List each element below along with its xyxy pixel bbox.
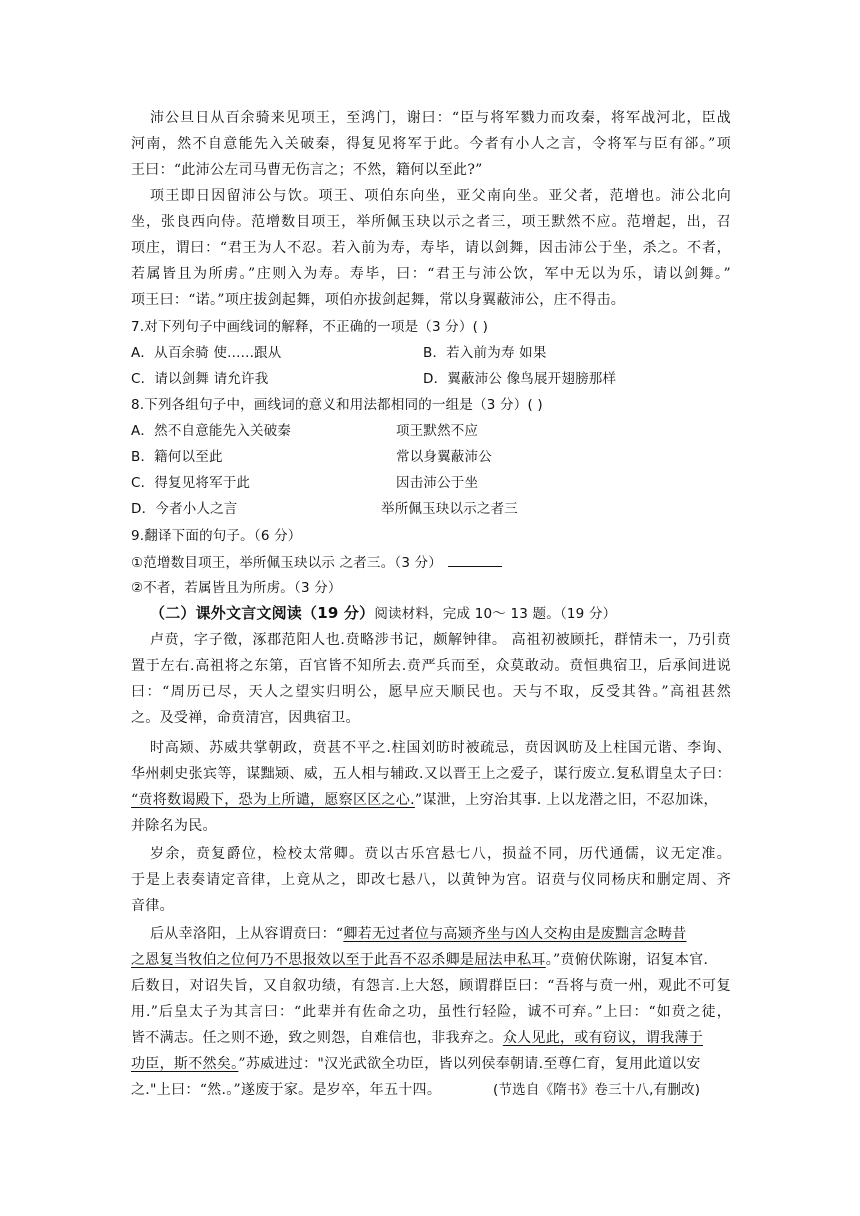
passage2-line xyxy=(131,1028,731,1048)
passage2-text: 后从幸洛阳，上从容谓贲曰：“ xyxy=(150,926,344,942)
passage1-line: 若属皆且为所虏。”庄则入为寿。寿毕，曰：“君王与沛公饮，军中无以为乐，请以剑舞。” xyxy=(131,266,731,282)
q7-option-d: D．翼蔽沛公 像鸟展开翅膀那样 xyxy=(423,371,617,387)
passage2-line: 岁余，贲复爵位，检校太常卿。贲以古乐宫悬七八，损益不同，历代通儒，议无定准。 xyxy=(150,846,731,862)
passage2-line xyxy=(131,950,731,970)
underlined-sentence: 功臣，斯不然矣。 xyxy=(131,1056,239,1072)
passage2-line: 于是上表奏请定音律，上竟从之，即改七悬八，以黄钟为宫。诏贲与仪同杨庆和删定周、齐 xyxy=(131,872,731,888)
q8-option-b-left: B．籍何以至此 xyxy=(131,449,223,465)
passage2-line: 用.”后皇太子为其言曰：“此辈并有佐命之功，虽性行轻险，诚不可弃。”上曰：“如贲之徒， xyxy=(131,1004,731,1020)
passage2-line: 置于左右.高祖将之东第，百官皆不知所去.贲严兵而至，众莫敢动。贲恒典宿卫，后承间进说 xyxy=(131,658,731,674)
underlined-sentence: 众人见此，或有窃议，谓我薄于 xyxy=(502,1030,704,1046)
passage1-line: 坐，张良西向侍。范增数目项王，举所佩玉玦以示之者三，项王默然不应。范增起，出，召 xyxy=(131,214,731,230)
passage2-line xyxy=(131,1054,731,1074)
question-7-stem: 7.对下列句子中画线词的解释，不正确的一项是（3 分）( ) xyxy=(131,319,489,335)
passage1-line: 项庄，谓曰：“君王为人不忍。若入前为寿，寿毕，请以剑舞，因击沛公于坐，杀之。不者， xyxy=(131,240,731,256)
section-2-heading: （二）课外文言文阅读（19 分） xyxy=(150,604,375,622)
passage2-line: 卢贲，字子徵，涿郡范阳人也.贲略涉书记，颇解钟律。 高祖初被顾托，群情未一，乃引贲 xyxy=(150,632,731,648)
q9-sentence-1 xyxy=(131,552,731,573)
q9-sentence-1-text: ①范增数目项王，举所佩玉玦以示 之者三。（3 分） xyxy=(131,555,443,571)
q7-option-a: A．从百余骑 使......跟从 xyxy=(131,345,282,361)
passage1-line: 项王即日因留沛公与饮。项王、项伯东向坐，亚父南向坐。亚父者，范增也。沛公北向 xyxy=(150,188,731,204)
passage2-text: 皆不满志。任之则不逊，致之则怨，自难信也，非我弃之。 xyxy=(131,1030,503,1046)
q8-option-d-left: D．今者小人之言 xyxy=(131,501,238,517)
q8-option-d-right: 举所佩玉玦以示之者三 xyxy=(381,501,518,517)
section-2-header xyxy=(150,603,710,624)
underlined-sentence: 卿若无过者位与高颎齐坐与凶人交构由是废黜言念畴昔 xyxy=(343,926,687,942)
q9-sentence-2: ②不者，若属皆且为所虏。（3 分） xyxy=(131,580,342,596)
answer-blank[interactable] xyxy=(448,552,502,567)
question-8-stem: 8.下列各组句子中，画线词的意义和用法都相同的一组是（3 分）( ) xyxy=(131,397,543,413)
passage2-line xyxy=(131,790,731,810)
passage2-text: ”苏威进过："汉光武欲全功臣，皆以列侯奉朝请.至尊仁育，复用此道以安 xyxy=(238,1056,701,1072)
q8-option-a-left: A．然不自意能先入关破秦 xyxy=(131,423,292,439)
q8-option-a-right: 项王默然不应 xyxy=(396,423,479,439)
passage2-line: 曰：“周历已尽，天人之望实归明公，愿早应天顺民也。天与不取，反受其咎。”高祖甚然 xyxy=(131,684,731,700)
passage2-text: 。”贲俯伏陈谢，诏复本官. xyxy=(545,952,709,968)
q8-option-c-right: 因击沛公于坐 xyxy=(396,475,479,491)
passage1-line: 项王曰：“诺。”项庄拔剑起舞，项伯亦拔剑起舞，常以身翼蔽沛公，庄不得击。 xyxy=(131,292,626,308)
source-citation: (节选自《隋书》卷三十八,有删改) xyxy=(493,1082,701,1098)
passage1-line: 河南，然不自意能先入关破秦，得复见将军于此。今者有小人之言，令将军与臣有郤。”项 xyxy=(131,136,731,152)
passage2-line xyxy=(131,1080,731,1100)
question-9-stem: 9.翻译下面的句子。（6 分） xyxy=(131,528,302,544)
passage2-line xyxy=(150,924,731,944)
passage2-line: 音律。 xyxy=(131,898,174,914)
q7-option-c: C．请以剑舞 请允许我 xyxy=(131,371,269,387)
passage2-line: 华州刺史张宾等，谋黜颎、威，五人相与辅政.又以晋王上之爱子，谋行废立.复私谓皇太子曰： xyxy=(131,766,731,782)
underlined-sentence: 之恩复当牧伯之位何乃不思报效以至于此吾不忍杀卿是屈法申私耳 xyxy=(131,952,546,968)
passage1-line: 王曰：“此沛公左司马曹无伤言之；不然，籍何以至此?” xyxy=(131,162,483,178)
underlined-sentence: “贲将数谒殿下，恐为上所谴，愿察区区之心. xyxy=(131,792,415,808)
passage2-line: 时高颎、苏威共掌朝政，贲甚不平之.柱国刘昉时被疏忌，贲因讽昉及上柱国元谐、李询、 xyxy=(150,740,731,756)
section-2-instruction: 阅读材料，完成 10～ 13 题。（19 分） xyxy=(374,606,617,622)
passage2-text: 之."上曰：“然.。”遂废于家。是岁卒，年五十四。 xyxy=(131,1082,442,1098)
q7-option-b: B．若入前为寿 如果 xyxy=(423,345,547,361)
passage1-line: 沛公旦日从百余骑来见项王，至鸿门，谢曰：“臣与将军戮力而攻秦，将军战河北，臣战 xyxy=(150,110,731,126)
q8-option-c-left: C．得复见将军于此 xyxy=(131,475,251,491)
passage2-text: ”谋泄，上穷治其事. 上以龙潜之旧，不忍加诛， xyxy=(414,792,718,808)
passage2-line: 之。及受禅，命贲清宫，因典宿卫。 xyxy=(131,710,360,726)
q8-option-b-right: 常以身翼蔽沛公 xyxy=(396,449,492,465)
passage2-line: 并除名为民。 xyxy=(131,818,217,834)
passage2-line: 后数日，对诏失旨，又自叙功绩，有怨言.上大怒，顾谓群臣曰：“吾将与贲一州，观此不可复 xyxy=(131,978,731,994)
